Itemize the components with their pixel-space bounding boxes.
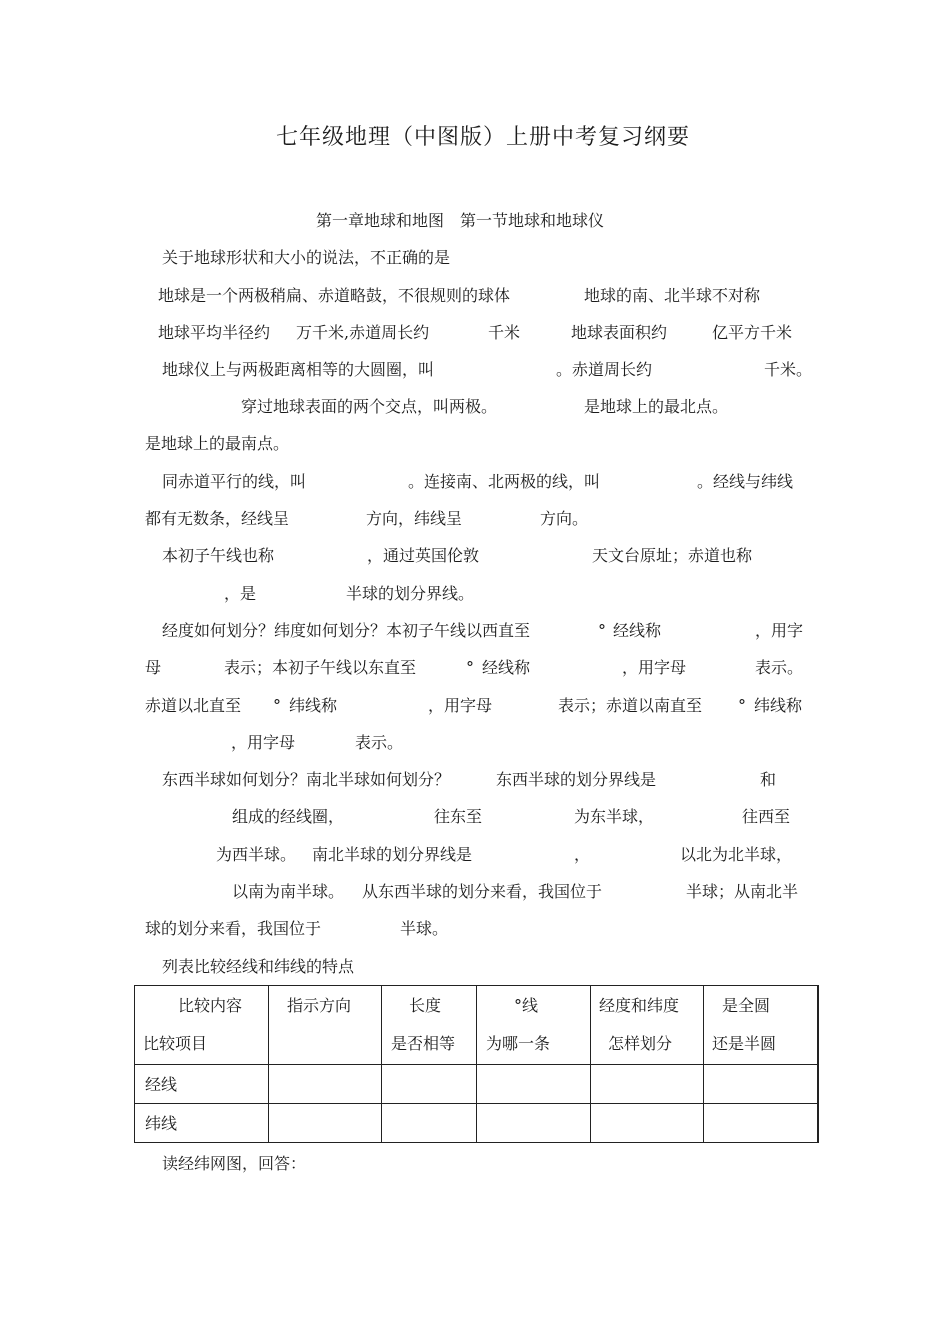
table-row	[135, 1104, 818, 1143]
body-text: 表示；赤道以南直至	[558, 696, 703, 715]
table-row-label: 经线	[135, 1065, 269, 1104]
option-text: 地球平均半径约	[158, 323, 271, 342]
table-cell	[269, 1065, 382, 1104]
body-text: 东西半球如何划分？南北半球如何划分？	[162, 770, 451, 789]
body-text: 往西至	[742, 807, 791, 826]
body-text: 都有无数条，经线呈	[145, 509, 290, 528]
body-text: 表示；本初子午线以东直至	[224, 658, 417, 677]
body-text: ，是	[224, 584, 257, 603]
body-text: 以北为北半球，	[680, 845, 793, 864]
option-text: 地球仪上与两极距离相等的大圆圈，叫	[162, 360, 435, 379]
body-text: ，用字母	[622, 658, 687, 677]
table-cell	[704, 1065, 818, 1104]
option-text: 地球是一个两极稍扁、赤道略鼓，不很规则的球体	[158, 286, 511, 305]
table-cell	[477, 1104, 591, 1143]
body-text: 为西半球。	[216, 845, 297, 864]
degree-symbol: °	[738, 696, 746, 715]
table-header-cell: 长度 是否相等	[382, 986, 477, 1065]
body-text: 球的划分来看，我国位于	[145, 919, 322, 938]
degree-symbol: °	[273, 696, 281, 715]
body-text: 组成的经线圈，	[232, 807, 345, 826]
body-text: 母	[145, 658, 162, 677]
comparison-table	[134, 985, 818, 1143]
option-text: 亿平方千米	[712, 323, 793, 342]
table-right-border	[817, 985, 819, 1143]
instruction-text: 读经纬网图，回答：	[162, 1154, 307, 1173]
body-text: 同赤道平行的线，叫	[162, 472, 307, 491]
table-header-row	[135, 986, 818, 1065]
body-text: 半球。	[400, 919, 449, 938]
body-text: 天文台原址；赤道也称	[592, 546, 753, 565]
body-text: 表示。	[355, 733, 404, 752]
table-caption: 列表比较经线和纬线的特点	[162, 957, 355, 976]
option-text: 地球表面积约	[571, 323, 668, 342]
body-text: 方向，纬线呈	[366, 509, 463, 528]
section-heading: 第一章地球和地图 第一节地球和地球仪	[316, 211, 605, 230]
body-text: 经线称	[482, 658, 531, 677]
body-text: ，通过英国伦敦	[367, 546, 480, 565]
body-text: 穿过地球表面的两个交点，叫两极。	[241, 397, 498, 416]
option-text: 。赤道周长约	[556, 360, 653, 379]
body-text: 纬线称	[754, 696, 803, 715]
degree-symbol: °	[598, 621, 606, 640]
body-text: 南北半球的划分界线是	[312, 845, 473, 864]
body-text: ，用字母	[428, 696, 493, 715]
body-text: 为东半球，	[574, 807, 655, 826]
table-header-cell: °线 为哪一条	[477, 986, 591, 1065]
table-cell	[477, 1065, 591, 1104]
body-text: 本初子午线也称	[162, 546, 275, 565]
body-text: 。连接南、北两极的线，叫	[408, 472, 601, 491]
table-row	[135, 1065, 818, 1104]
body-text: 往东至	[434, 807, 483, 826]
body-text: 。经线与纬线	[697, 472, 794, 491]
option-text: 万千米,赤道周长约	[296, 323, 430, 342]
body-text: 以南为南半球。	[232, 882, 345, 901]
table-cell	[269, 1104, 382, 1143]
table-header-cell: 指示方向	[269, 986, 382, 1065]
table-cell	[382, 1065, 477, 1104]
body-text: 半球；从南北半	[686, 882, 799, 901]
body-text: ，用字	[755, 621, 804, 640]
body-text: ，	[574, 845, 591, 864]
body-text: 赤道以北直至	[145, 696, 242, 715]
body-text: 从东西半球的划分来看，我国位于	[362, 882, 603, 901]
table-header-cell: 经度和纬度 怎样划分	[591, 986, 704, 1065]
body-text: 方向。	[540, 509, 589, 528]
body-text: ，用字母	[231, 733, 296, 752]
option-text: 地球的南、北半球不对称	[584, 286, 761, 305]
question-text: 关于地球形状和大小的说法，不正确的是	[162, 248, 451, 267]
table-cell	[382, 1104, 477, 1143]
table-cell	[591, 1065, 704, 1104]
body-text: 东西半球的划分界线是	[496, 770, 657, 789]
degree-symbol: °	[466, 658, 474, 677]
body-text: 是地球上的最南点。	[145, 434, 290, 453]
body-text: 半球的划分界线。	[346, 584, 475, 603]
table-cell	[591, 1104, 704, 1143]
body-text: 经线称	[613, 621, 662, 640]
body-text: 纬线称	[289, 696, 338, 715]
table-row-label: 纬线	[135, 1104, 269, 1143]
body-text: 和	[760, 770, 777, 789]
table-header-cell: 比较内容 比较项目	[135, 986, 269, 1065]
option-text: 千米。	[764, 360, 813, 379]
table-cell	[704, 1104, 818, 1143]
body-text: 表示。	[755, 658, 804, 677]
table-header-cell: 是全圆 还是半圆	[704, 986, 818, 1065]
page-title: 七年级地理（中图版）上册中考复习纲要	[276, 125, 691, 150]
option-text: 千米	[488, 323, 521, 342]
body-text: 经度如何划分？纬度如何划分？本初子午线以西直至	[162, 621, 531, 640]
body-text: 是地球上的最北点。	[584, 397, 729, 416]
